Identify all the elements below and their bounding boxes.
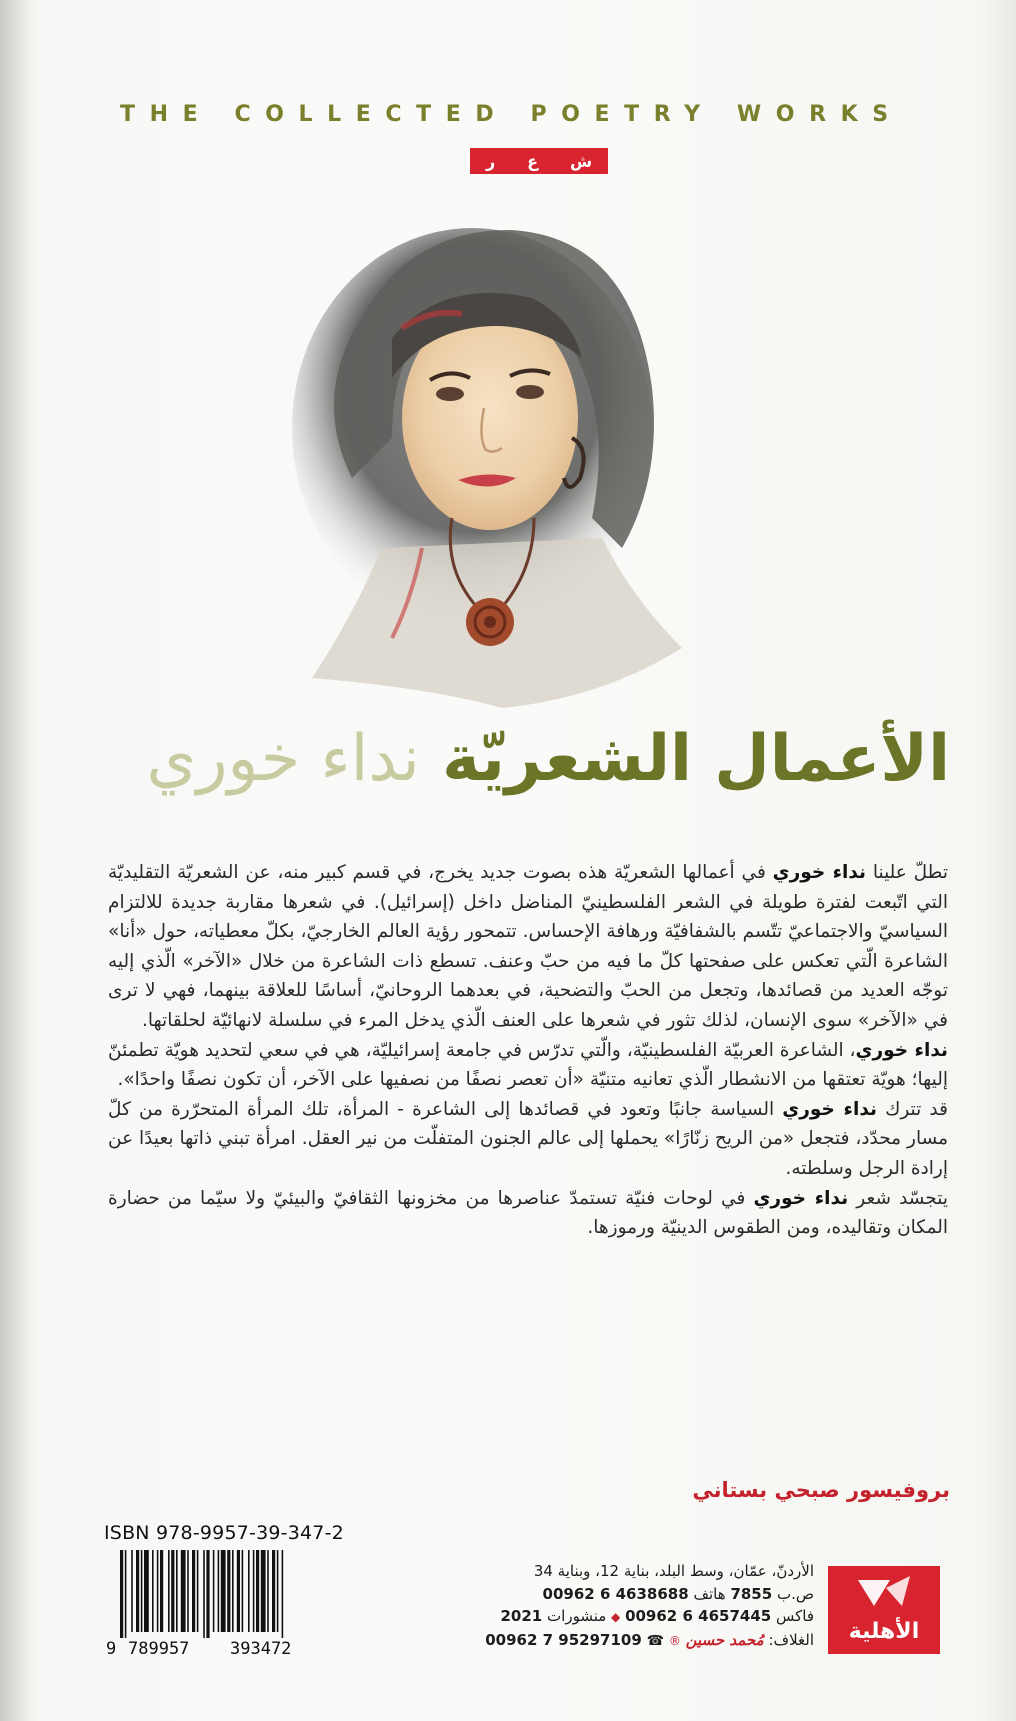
barcode-digits-left: 9 <box>106 1639 117 1658</box>
author-name-inline: نداء خوري <box>753 1187 849 1209</box>
blurb-paragraph <box>108 1036 948 1095</box>
blurb-text-run: ، الشاعرة العربيّة الفلسطينيّة، والّتي تدرّس في جامعة إسرائيليّة، هي في سعي لتحديد هويّة تطمئنّ إليها؛ هويّة تعتقها من الانشطار الّذي تعانيه متنيّة «أن تعصر نصفًا من نصفيها على الآخر، أن تكون نصفًا واحدًا». <box>108 1039 948 1091</box>
blurb-text-run: في أعمالها الشعريّة هذه بصوت جديد يخرج، في قسم كبير منه، عن الشعريّة التقليديّة التي اتّبعت لفترة طويلة في الشعر الفلسطينيّ المناضل داخل (إسرائيل). في شعرها مقاربة جديدة للالتزام السياسيّ والاجتماعيّ تتّسم بالشفافيّة ورهافة الإحساس. تتمحور رؤية العالم الخارجيّ، بكلّ معطياته، حول «أنا» الشاعرة الّتي تعكس على صفحتها كلّ ما فيه من حبّ وعنف. تسطع ذات الشاعرة من خلال «الآخر» الّذي إليه توجّه العديد من قصائدها، وتجعل من الحبّ والتضحية، في بعدهما الروحانيّ، أساسًا للعلاقة بينهما، فهي لا ترى في «الآخر» سوى الإنسان، لذلك تثور في شعرها على العنف الّذي يدخل المرء في سلسلة لانهائيّة لحلقاتها. <box>108 862 948 1031</box>
series-logo-letter: ع <box>527 151 539 171</box>
diamond-icon: ◆ <box>611 1610 621 1624</box>
barcode-bars <box>120 1550 283 1638</box>
publisher-logo-name: الأهلية <box>848 1619 920 1644</box>
series-title: THE COLLECTED POETRY WORKS <box>120 102 903 127</box>
series-logo <box>470 148 608 174</box>
barcode-digits-mid: 789957 <box>128 1639 190 1658</box>
blurb-text-run: السياسة جانبًا وتعود في قصائدها إلى الشاعرة - المرأة، تلك المرأة المتحرّرة من كلّ مسار محدّد، فتجعل «من الريح زنّارًا» يحملها إلى عالم الجنون المتفلّت من نير العقل. امرأة تبني ذاتها بعيدًا عن إرادة الرجل وسلطته. <box>108 1098 948 1179</box>
author-name: نداء خوري <box>146 722 420 796</box>
author-name-inline: نداء خوري <box>855 1039 948 1061</box>
blurb-paragraph <box>108 1095 948 1184</box>
publisher-fax-year: فاكس 00962 6 4657445 ◆ منشورات 2021 <box>500 1607 814 1625</box>
barcode-digits-right: 393472 <box>230 1639 292 1658</box>
blurb-text-run: يتجسّد شعر <box>848 1187 948 1209</box>
blurb-author: بروفيسور صبحي بستاني <box>692 1478 950 1502</box>
blurb-text-run: في لوحات فنيّة تستمدّ عناصرها من مخزونها الثقافيّ والبيئيّ ولا سيّما من حضارة المكان وتقاليده، ومن الطقوس الدينيّة ورموزها. <box>108 1187 948 1239</box>
registered-icon: ® <box>668 1633 681 1648</box>
blurb-text-run: قد تترك <box>876 1098 948 1120</box>
author-portrait <box>272 218 732 718</box>
designer-name: مُحمد حسين <box>685 1630 764 1649</box>
isbn-label: ISBN 978-9957-39-347-2 <box>104 1522 344 1544</box>
publisher-po-phone: ص.ب 7855 هاتف 00962 6 4638688 <box>542 1584 814 1603</box>
author-name-inline: نداء خوري <box>782 1098 877 1120</box>
publisher-cover-credit: الغلاف: مُحمد حسين ® ☎ 00962 7 95297109 <box>485 1630 814 1649</box>
author-name-inline: نداء خوري <box>772 862 867 883</box>
spine-edge <box>0 0 28 1721</box>
publisher-info <box>478 1560 814 1680</box>
blurb-paragraph <box>108 858 948 1036</box>
series-logo-letter: ر <box>485 151 496 171</box>
blurb-paragraph <box>108 1184 948 1243</box>
publisher-address: الأردنّ، عمّان، وسط البلد، بناية 12، وبناية 34 <box>533 1562 814 1580</box>
blurb-text-run: تطلّ علينا <box>866 862 948 883</box>
publisher-logo <box>828 1566 940 1654</box>
phone-icon: ☎ <box>646 1632 665 1649</box>
book-title <box>80 722 950 832</box>
book-title-main: الأعمال الشعريّة <box>442 722 950 796</box>
series-logo-letter: ش <box>569 151 593 171</box>
blurb <box>108 858 948 1418</box>
barcode <box>104 1548 336 1658</box>
